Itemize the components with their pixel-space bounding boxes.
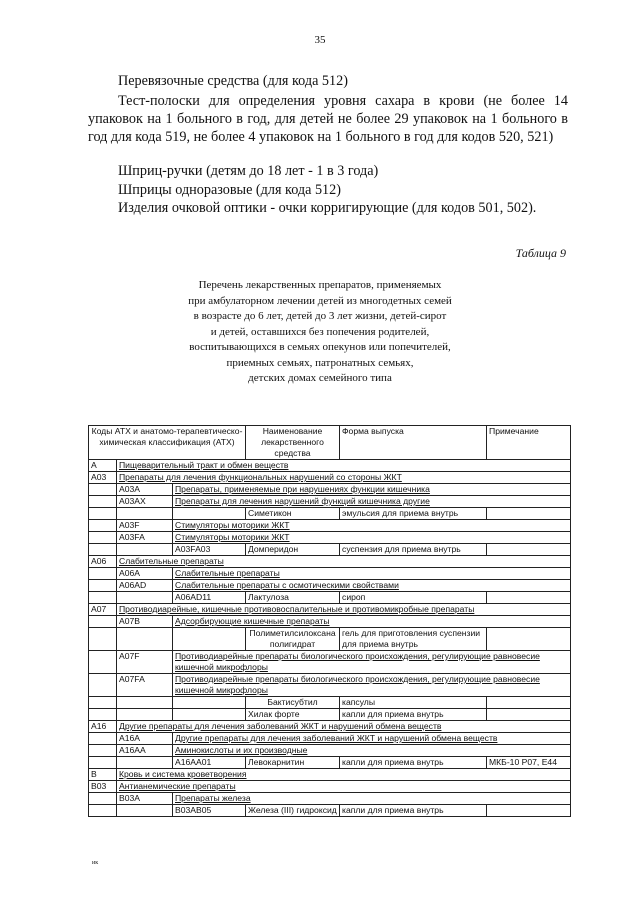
drug-form-cell: капли для приема внутрь — [340, 709, 487, 721]
code-cell: A07B — [117, 616, 173, 628]
desc-cell: Кровь и система кроветворения — [117, 769, 571, 781]
code-cell: B03 — [89, 781, 117, 793]
code-cell: A07F — [117, 651, 173, 674]
code-cell: A03F — [117, 520, 173, 532]
code-cell: A03FA — [117, 532, 173, 544]
table-title-line: Перечень лекарственных препаратов, применяемых — [198, 279, 442, 291]
table-header-row — [89, 426, 571, 460]
drug-form-cell: эмульсия для приема внутрь — [340, 508, 487, 520]
desc-cell: Препараты для лечения нарушений функций кишечника другие — [173, 496, 571, 508]
table-row — [89, 592, 571, 604]
code-cell: A03 — [89, 472, 117, 484]
page-number: 35 — [314, 34, 326, 46]
drug-name-cell: Бактисубтил — [246, 697, 340, 709]
table-row — [89, 805, 571, 817]
code-cell: B — [89, 769, 117, 781]
table-title-line: в возрасте до 6 лет, детей до 3 лет жизни, детей-сирот — [193, 310, 447, 322]
code-cell: A06AD11 — [173, 592, 246, 604]
table-row — [89, 793, 571, 805]
table-row — [89, 745, 571, 757]
desc-cell: Стимуляторы моторики ЖКТ — [173, 520, 571, 532]
header-name: Наименование лекарственного средства — [246, 426, 340, 460]
table-row — [89, 604, 571, 616]
drug-form-cell: сироп — [340, 592, 487, 604]
desc-cell: Стимуляторы моторики ЖКТ — [173, 532, 571, 544]
desc-cell: Слабительные препараты — [117, 556, 571, 568]
intro-line-glasses: Изделия очковой оптики - очки корригирующие (для кодов 501, 502). — [118, 200, 537, 216]
table-title-line: и детей, оставшихся без попечения родителей, — [210, 325, 430, 338]
table-title-line: детских домах семейного типа — [248, 372, 392, 384]
header-form: Форма выпуска — [340, 426, 487, 460]
table-row — [89, 472, 571, 484]
intro-line-dressings: Перевязочные средства (для кода 512) — [118, 73, 348, 89]
table-title — [150, 278, 490, 387]
code-cell: A03FA03 — [173, 544, 246, 556]
drug-name-cell: Домперидон — [246, 544, 340, 556]
desc-cell: Препараты, применяемые при нарушениях функции кишечника — [173, 484, 571, 496]
drug-form-cell: капли для приема внутрь — [340, 757, 487, 769]
table-row — [89, 460, 571, 472]
code-cell: A16A — [117, 733, 173, 745]
intro-line-test-strips: Тест-полоски для определения уровня сахара в крови (не более 14 упаковок на 1 больного в год, для детей не более 29 упаковок на 1 больного в год для кода 519, не более 4 упаковок на 1 больного в год для кодов 520, 521) — [88, 93, 568, 145]
table-row — [89, 721, 571, 733]
desc-cell: Противодиарейные, кишечные противовоспалительные и противомикробные препараты — [117, 604, 571, 616]
drug-name-cell: Левокарнитин — [246, 757, 340, 769]
table-row — [89, 556, 571, 568]
table-row — [89, 580, 571, 592]
table-row — [89, 508, 571, 520]
drug-name-cell: Полиметилсилоксана полигидрат — [246, 628, 340, 651]
table-label: Таблица 9 — [515, 246, 566, 260]
table-row — [89, 628, 571, 651]
table-title-line: приемных семьях, патронатных семьях, — [226, 356, 414, 369]
desc-cell: Другие препараты для лечения заболеваний ЖКТ и нарушений обмена веществ — [117, 721, 571, 733]
table-title-line: воспитывающихся в семьях опекунов или попечителей, — [189, 341, 451, 353]
header-note: Примечание — [487, 426, 571, 460]
code-cell: A07 — [89, 604, 117, 616]
desc-cell: Препараты железа — [173, 793, 571, 805]
table-row — [89, 520, 571, 532]
table-title-line: при амбулаторном лечении детей из многодетных семей — [188, 294, 452, 307]
desc-cell: Адсорбирующие кишечные препараты — [173, 616, 571, 628]
code-cell: B03AB05 — [173, 805, 246, 817]
note-cell: МКБ-10 Р07, Е44 — [487, 757, 571, 769]
code-cell: A06AD — [117, 580, 173, 592]
table-row — [89, 709, 571, 721]
drug-name-cell: Симетикон — [246, 508, 340, 520]
desc-cell: Противодиарейные препараты биологического происхождения, регулирующие равновесие кишечной микрофлоры — [173, 674, 571, 697]
table-row — [89, 568, 571, 580]
code-cell: A03AX — [117, 496, 173, 508]
desc-cell: Аминокислоты и их производные — [173, 745, 571, 757]
table-row — [89, 651, 571, 674]
table-row — [89, 496, 571, 508]
drug-name-cell: Хилак форте — [246, 709, 340, 721]
table-row — [89, 769, 571, 781]
code-cell: B03A — [117, 793, 173, 805]
table-row — [89, 484, 571, 496]
desc-cell: Противодиарейные препараты биологического происхождения, регулирующие равновесие кишечной микрофлоры — [173, 651, 571, 674]
desc-cell: Слабительные препараты — [173, 568, 571, 580]
desc-cell: Препараты для лечения функциональных нарушений со стороны ЖКТ — [117, 472, 571, 484]
desc-cell: Антианемические препараты — [117, 781, 571, 793]
drug-name-cell: Железа (III) гидроксид — [246, 805, 340, 817]
header-atx: Коды АТХ и анатомо-терапевтическо- химическая классификация (АТХ) — [89, 426, 246, 460]
table-row — [89, 674, 571, 697]
intro-line-syringes: Шприцы одноразовые (для кода 512) — [118, 182, 341, 198]
code-cell: A16AA01 — [173, 757, 246, 769]
code-cell: A03A — [117, 484, 173, 496]
code-cell: A16 — [89, 721, 117, 733]
drug-form-cell: суспензия для приема внутрь — [340, 544, 487, 556]
drug-name-cell: Лактулоза — [246, 592, 340, 604]
table-row — [89, 532, 571, 544]
table-row — [89, 616, 571, 628]
atx-table — [88, 425, 571, 817]
table-row — [89, 757, 571, 769]
desc-cell: Другие препараты для лечения заболеваний ЖКТ и нарушений обмена веществ — [173, 733, 571, 745]
footer-mark: ик — [92, 860, 99, 866]
drug-form-cell: капсулы — [340, 697, 487, 709]
code-cell: A16AA — [117, 745, 173, 757]
intro-line-syringe-pens: Шприц-ручки (детям до 18 лет - 1 в 3 года) — [118, 163, 379, 179]
code-cell: A — [89, 460, 117, 472]
table-row — [89, 733, 571, 745]
table-row — [89, 781, 571, 793]
code-cell: A06A — [117, 568, 173, 580]
drug-form-cell: капли для приема внутрь — [340, 805, 487, 817]
drug-form-cell: гель для приготовления суспензии для приема внутрь — [340, 628, 487, 651]
desc-cell: Слабительные препараты с осмотическими свойствами — [173, 580, 571, 592]
code-cell: A06 — [89, 556, 117, 568]
code-cell: A07FA — [117, 674, 173, 697]
table-row — [89, 544, 571, 556]
desc-cell: Пищеварительный тракт и обмен веществ — [117, 460, 571, 472]
table-row — [89, 697, 571, 709]
